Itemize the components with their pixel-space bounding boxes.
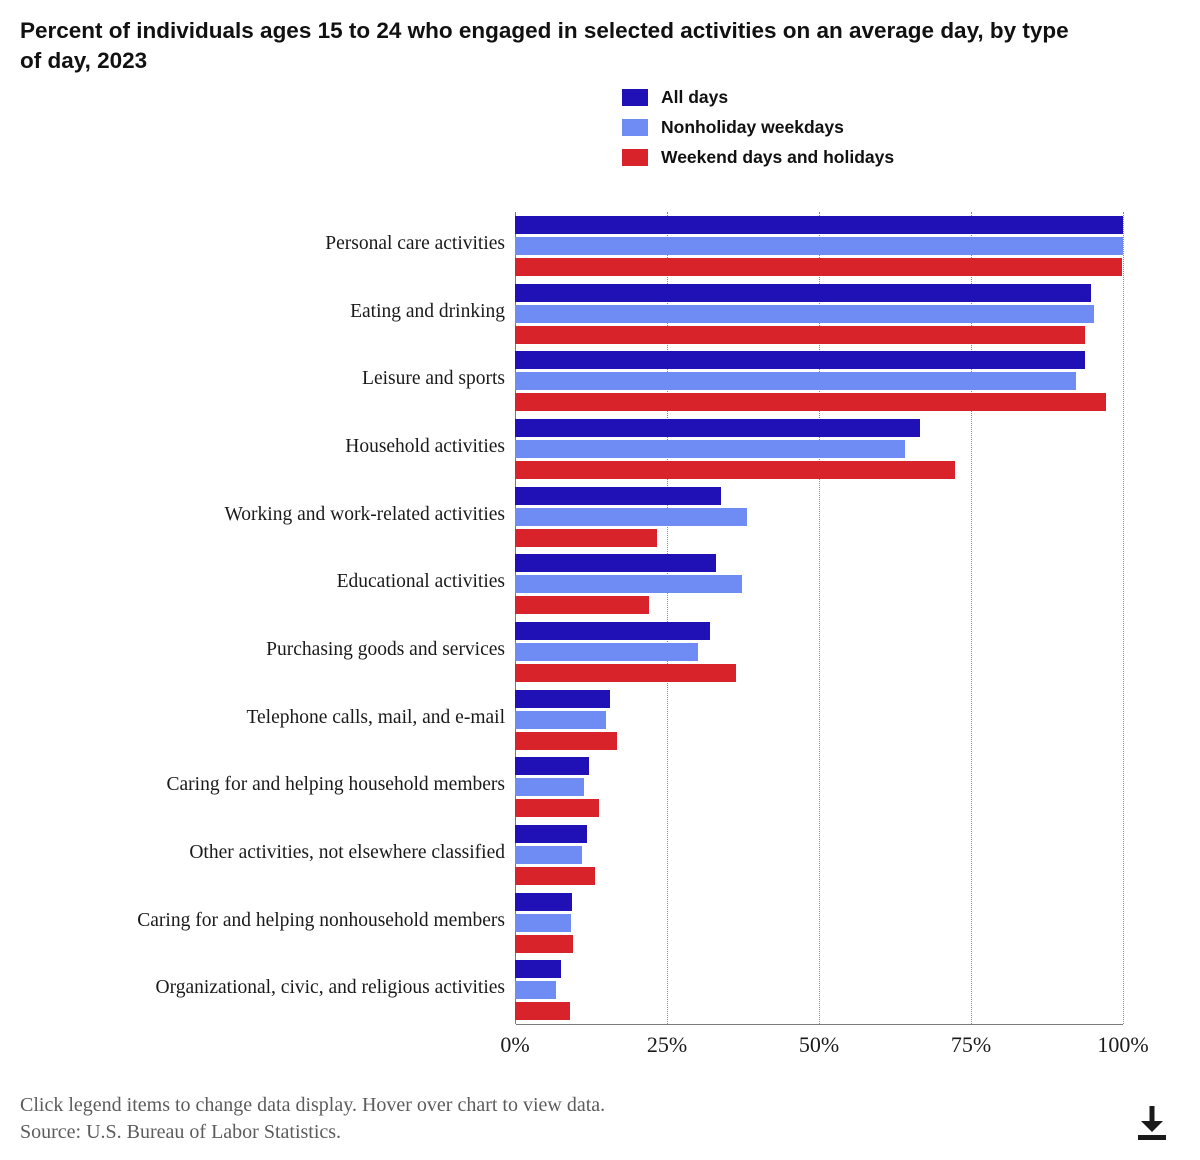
category-label: Leisure and sports [362, 368, 505, 390]
bar[interactable] [515, 216, 1123, 234]
bar[interactable] [515, 825, 587, 843]
bar[interactable] [515, 981, 556, 999]
bar[interactable] [515, 664, 736, 682]
bar[interactable] [515, 732, 617, 750]
legend-swatch-icon [622, 119, 648, 136]
bar[interactable] [515, 596, 649, 614]
footer-notes [20, 1092, 920, 1146]
bar[interactable] [515, 554, 716, 572]
category-label: Household activities [345, 435, 505, 457]
bar[interactable] [515, 711, 606, 729]
category-label: Purchasing goods and services [266, 638, 505, 660]
legend-label: Nonholiday weekdays [661, 116, 844, 137]
bar-group[interactable] [515, 757, 1123, 817]
bar-group[interactable] [515, 419, 1123, 479]
bar[interactable] [515, 867, 595, 885]
bar-group[interactable] [515, 487, 1123, 547]
bar[interactable] [515, 440, 905, 458]
legend-item[interactable] [622, 82, 894, 112]
category-label: Caring for and helping nonhousehold members [137, 909, 505, 931]
bar[interactable] [515, 690, 610, 708]
x-tick-label: 75% [950, 1032, 992, 1057]
bar-group[interactable] [515, 960, 1123, 1020]
category-label: Educational activities [336, 571, 505, 593]
category-label: Other activities, not elsewhere classified [189, 841, 505, 863]
bar[interactable] [515, 284, 1091, 302]
x-tick-label: 50% [798, 1032, 840, 1057]
bar[interactable] [515, 757, 589, 775]
bar[interactable] [515, 305, 1094, 323]
legend-swatch-icon [622, 149, 648, 166]
legend-item[interactable] [622, 142, 894, 172]
category-label: Organizational, civic, and religious activities [155, 977, 505, 999]
x-tick-label: 25% [646, 1032, 688, 1057]
page-title: Percent of individuals ages 15 to 24 who engaged in selected activities on an average day, by type of day, 2023 [20, 18, 1069, 73]
bar[interactable] [515, 622, 710, 640]
bar[interactable] [515, 351, 1085, 369]
bar-group[interactable] [515, 825, 1123, 885]
bar[interactable] [515, 326, 1085, 344]
category-label: Telephone calls, mail, and e-mail [246, 706, 505, 728]
bar[interactable] [515, 799, 599, 817]
bar[interactable] [515, 1002, 570, 1020]
gridline [1123, 212, 1124, 1024]
bar[interactable] [515, 258, 1122, 276]
category-label: Caring for and helping household members [166, 774, 505, 796]
plot-area[interactable] [515, 212, 1123, 1024]
bar[interactable] [515, 487, 721, 505]
x-tick-label: 100% [1097, 1032, 1149, 1057]
category-label: Working and work-related activities [224, 503, 505, 525]
x-tick-label: 0% [500, 1032, 530, 1057]
bar-group[interactable] [515, 893, 1123, 953]
bar[interactable] [515, 935, 573, 953]
bar-group[interactable] [515, 622, 1123, 682]
bar[interactable] [515, 237, 1123, 255]
bar-group[interactable] [515, 216, 1123, 276]
bar-group[interactable] [515, 351, 1123, 411]
legend-label: Weekend days and holidays [661, 146, 895, 167]
x-axis-line [516, 1024, 1123, 1025]
bar[interactable] [515, 508, 747, 526]
bar[interactable] [515, 419, 920, 437]
bar[interactable] [515, 372, 1076, 390]
bar-group[interactable] [515, 554, 1123, 614]
bar[interactable] [515, 643, 698, 661]
bar[interactable] [515, 778, 584, 796]
download-icon[interactable] [1132, 1102, 1172, 1142]
bar[interactable] [515, 846, 582, 864]
chart-legend [622, 82, 894, 172]
category-label: Eating and drinking [350, 300, 505, 322]
bar[interactable] [515, 393, 1106, 411]
x-axis-tick-labels [500, 1032, 1149, 1062]
bar[interactable] [515, 529, 657, 547]
legend-swatch-icon [622, 89, 648, 106]
bar[interactable] [515, 960, 561, 978]
bar[interactable] [515, 914, 571, 932]
footer-source-note: Source: U.S. Bureau of Labor Statistics. [20, 1121, 342, 1143]
bar[interactable] [515, 461, 955, 479]
category-label: Personal care activities [325, 232, 505, 254]
bar-group[interactable] [515, 690, 1123, 750]
footer-interaction-note: Click legend items to change data display. Hover over chart to view data. [20, 1094, 606, 1116]
bar[interactable] [515, 575, 742, 593]
bar-group[interactable] [515, 284, 1123, 344]
bar[interactable] [515, 893, 572, 911]
legend-label: All days [661, 86, 729, 107]
legend-item[interactable] [622, 112, 894, 142]
category-axis-labels [10, 212, 505, 1024]
